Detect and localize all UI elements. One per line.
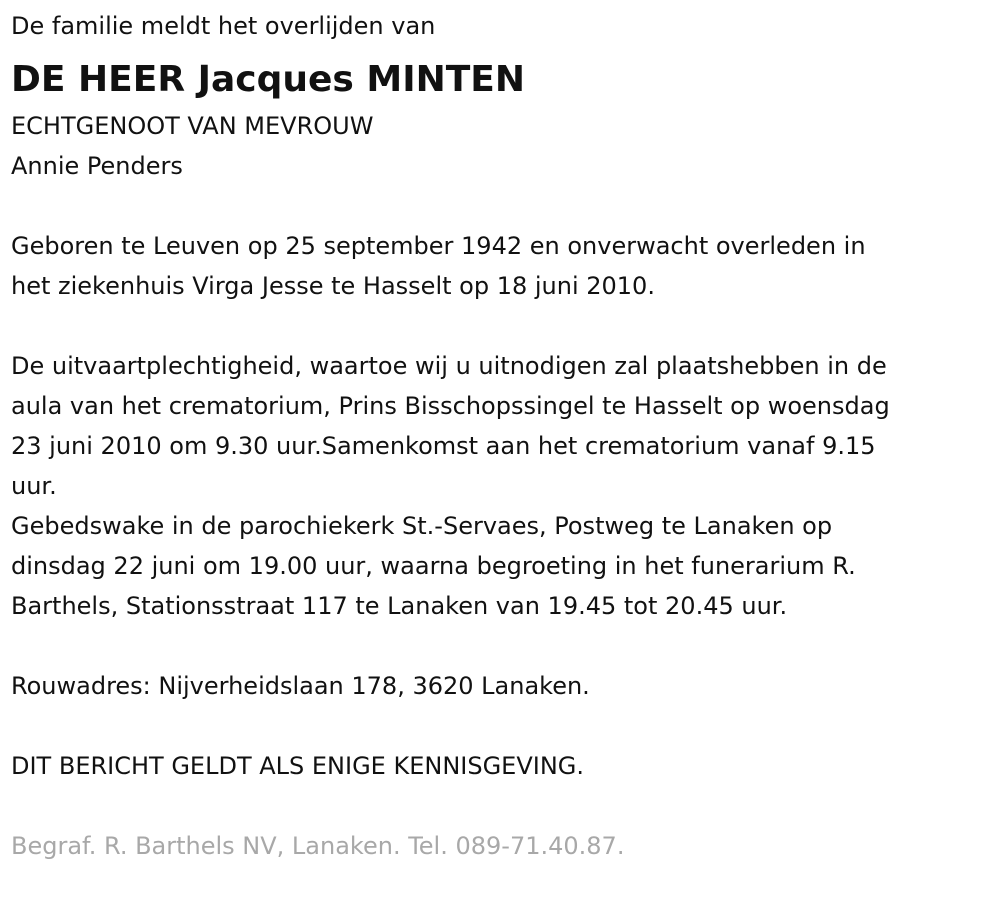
- paragraph-line: het ziekenhuis Virga Jesse te Hasselt op 18 juni 2010.: [11, 272, 655, 300]
- undertaker-credit: Begraf. R. Barthels NV, Lanaken. Tel. 089-71.40.87.: [11, 832, 625, 860]
- paragraph-line: dinsdag 22 juni om 19.00 uur, waarna begroeting in het funerarium R.: [11, 552, 856, 580]
- paragraph-line: Barthels, Stationsstraat 117 te Lanaken van 19.45 tot 20.45 uur.: [11, 592, 788, 620]
- spacer: [11, 706, 991, 746]
- paragraph-line: Gebedswake in de parochiekerk St.-Servaes, Postweg te Lanaken op: [11, 512, 833, 540]
- spacer: [11, 626, 991, 666]
- mourning-address: Rouwadres: Nijverheidslaan 178, 3620 Lanaken.: [11, 672, 590, 700]
- paragraph-line: Geboren te Leuven op 25 september 1942 en onverwacht overleden in: [11, 232, 866, 260]
- intro-text: De familie meldt het overlijden van: [11, 12, 436, 40]
- vigil-paragraph: [11, 506, 991, 626]
- relation-text: ECHTGENOOT VAN MEVROUW: [11, 112, 374, 140]
- spacer: [11, 186, 991, 226]
- spacer: [11, 306, 991, 346]
- deceased-name: DE HEER Jacques MINTEN: [11, 59, 526, 100]
- death-notice: [11, 6, 991, 866]
- paragraph-line: aula van het crematorium, Prins Bisschopssingel te Hasselt op woensdag: [11, 392, 890, 420]
- sole-notice-text: DIT BERICHT GELDT ALS ENIGE KENNISGEVING.: [11, 752, 585, 780]
- paragraph-line: 23 juni 2010 om 9.30 uur.Samenkomst aan het crematorium vanaf 9.15: [11, 432, 876, 460]
- spacer: [11, 786, 991, 826]
- spouse-name: Annie Penders: [11, 152, 183, 180]
- funeral-paragraph: [11, 346, 991, 506]
- paragraph-line: uur.: [11, 472, 57, 500]
- birth-death-paragraph: [11, 226, 991, 306]
- paragraph-line: De uitvaartplechtigheid, waartoe wij u uitnodigen zal plaatshebben in de: [11, 352, 887, 380]
